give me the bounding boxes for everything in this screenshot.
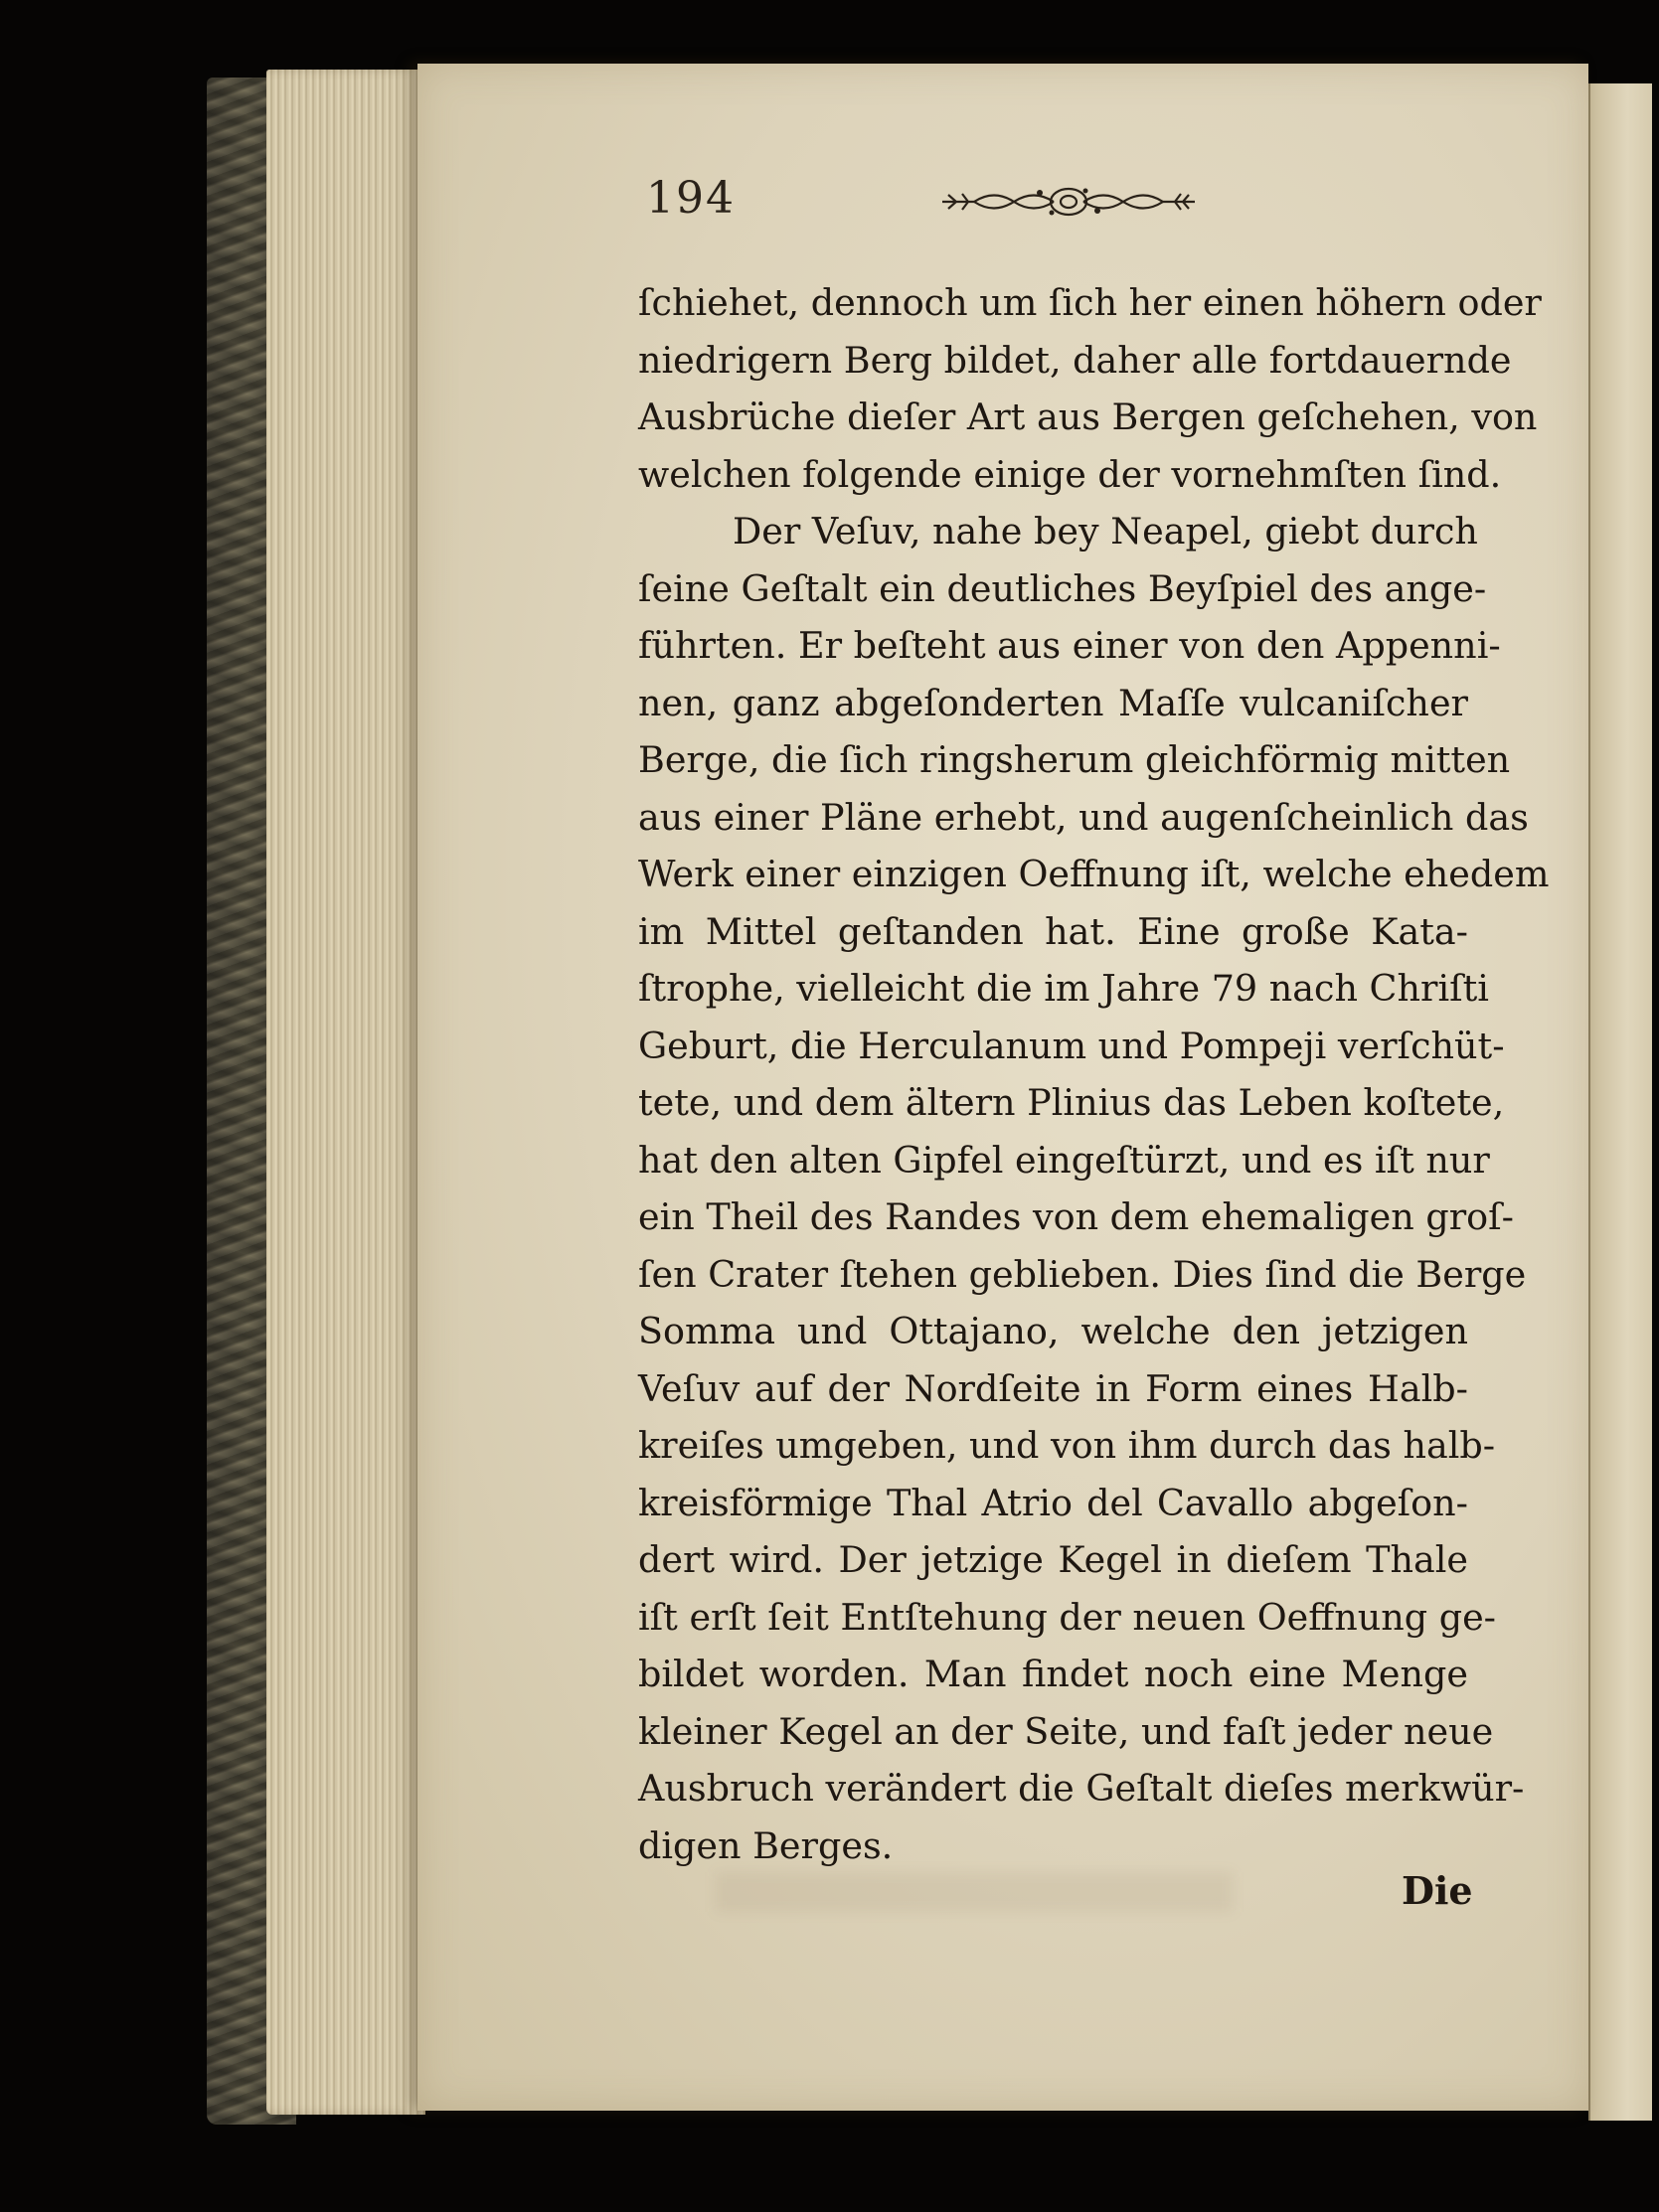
text-line: Geburt, die Herculanum und Pompeji verſchüt- xyxy=(638,1024,1505,1067)
text-line: ſtrophe, vielleicht die im Jahre 79 nach Chriſti xyxy=(638,967,1489,1010)
text-line: welchen folgende einige der vornehmſten ſind. xyxy=(638,452,1502,496)
catchword: Die xyxy=(1402,1868,1473,1913)
page-number: 194 xyxy=(646,173,736,224)
text-line: Werk einer einzigen Oeffnung iſt, welche ehedem xyxy=(638,853,1550,895)
text-line: tete, und dem ältern Plinius das Leben koſtete, xyxy=(638,1081,1505,1124)
paragraph-first-line: Der Veſuv, nahe bey Neapel, giebt durch xyxy=(733,510,1478,553)
body-text xyxy=(638,274,1550,1874)
text-line: bildet worden. Man findet noch eine Menge xyxy=(638,1653,1468,1695)
text-line: ſen Crater ſtehen geblieben. Dies ſind die Berge xyxy=(638,1252,1527,1296)
text-line: digen Berges. xyxy=(638,1823,894,1867)
text-line: kreisförmige Thal Atrio del Cavallo abgeſon- xyxy=(638,1481,1468,1524)
text-line: ein Theil des Randes von dem ehemaligen groſ- xyxy=(638,1195,1514,1238)
text-line: Somma und Ottajano, welche den jetzigen xyxy=(638,1310,1468,1352)
book-page xyxy=(417,64,1588,2111)
text-line: iſt erſt ſeit Entſtehung der neuen Oeffnung ge- xyxy=(638,1595,1497,1639)
next-page-edge xyxy=(1588,83,1652,2121)
text-line: Ausbruch verändert die Geſtalt dieſes merkwür- xyxy=(638,1767,1525,1810)
text-line: dert wird. Der jetzige Kegel in dieſem Thale xyxy=(638,1538,1468,1581)
text-line: führten. Er beſteht aus einer von den Appenni- xyxy=(638,624,1501,667)
text-line: Veſuv auf der Nordſeite in Form eines Halb- xyxy=(638,1366,1468,1410)
text-line: kreiſes umgeben, und von ihm durch das halb- xyxy=(638,1424,1496,1467)
text-line: aus einer Pläne erhebt, und augenſcheinlich das xyxy=(638,795,1529,839)
text-line: nen, ganz abgeſonderten Maſſe vulcaniſcher xyxy=(638,681,1468,724)
text-line: im Mittel geſtanden hat. Eine große Kata- xyxy=(638,909,1468,953)
text-line: ſchiehet, dennoch um ſich her einen höhern oder xyxy=(638,281,1542,324)
ornament-icon xyxy=(934,179,1203,225)
text-line: Ausbrüche dieſer Art aus Bergen geſchehen, von xyxy=(638,395,1538,438)
show-through-shadow xyxy=(716,1872,1233,1912)
text-line: ſeine Geſtalt ein deutliches Beyſpiel des ange- xyxy=(638,566,1487,610)
text-line: Berge, die ſich ringsherum gleichförmig mitten xyxy=(638,738,1511,781)
text-line: hat den alten Gipfel eingeſtürzt, und es iſt nur xyxy=(638,1138,1490,1182)
text-line: niedrigern Berg bildet, daher alle fortdauernde xyxy=(638,338,1512,382)
text-line: kleiner Kegel an der Seite, und faſt jeder neue xyxy=(638,1709,1494,1753)
page-stack-edge xyxy=(266,70,425,2115)
